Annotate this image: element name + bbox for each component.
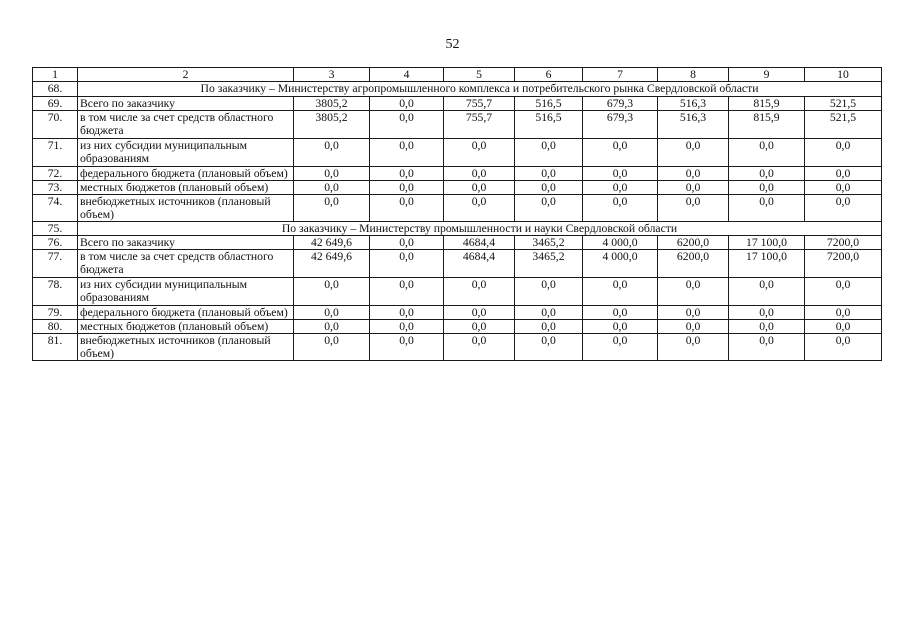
value-col-4: 0,0 [370,195,444,222]
page-number: 52 [445,37,460,52]
column-number: 10 [805,68,882,82]
row-number: 69. [33,97,78,111]
header-row [33,68,882,82]
value-col-8: 0,0 [658,181,729,195]
value-col-3: 0,0 [294,306,370,320]
value-col-4: 0,0 [370,306,444,320]
value-col-9: 17 100,0 [729,250,805,278]
value-col-6: 0,0 [515,334,583,361]
value-col-5: 0,0 [444,320,515,334]
value-col-4: 0,0 [370,250,444,278]
row-label: федерального бюджета (плановый объем) [78,306,294,320]
value-col-5: 0,0 [444,139,515,167]
value-col-3: 0,0 [294,195,370,222]
value-col-6: 0,0 [515,278,583,306]
value-col-6: 0,0 [515,139,583,167]
row-label: Всего по заказчику [78,97,294,111]
value-col-4: 0,0 [370,167,444,181]
value-col-10: 0,0 [805,306,882,320]
value-col-8: 0,0 [658,334,729,361]
value-col-5: 4684,4 [444,250,515,278]
value-col-5: 0,0 [444,306,515,320]
table-row [33,334,882,361]
value-col-7: 0,0 [583,306,658,320]
value-col-4: 0,0 [370,139,444,167]
value-col-7: 0,0 [583,334,658,361]
value-col-3: 0,0 [294,181,370,195]
value-col-8: 516,3 [658,97,729,111]
value-col-10: 521,5 [805,97,882,111]
value-col-7: 0,0 [583,167,658,181]
table-row [33,97,882,111]
value-col-10: 7200,0 [805,250,882,278]
row-label: Всего по заказчику [78,236,294,250]
value-col-4: 0,0 [370,236,444,250]
value-col-7: 0,0 [583,181,658,195]
column-number: 2 [78,68,294,82]
value-col-4: 0,0 [370,278,444,306]
value-col-5: 0,0 [444,278,515,306]
column-number: 1 [33,68,78,82]
column-number: 8 [658,68,729,82]
row-number: 76. [33,236,78,250]
table-row [33,167,882,181]
value-col-4: 0,0 [370,320,444,334]
table-row [33,236,882,250]
row-number: 72. [33,167,78,181]
value-col-5: 4684,4 [444,236,515,250]
table-row [33,139,882,167]
row-number: 71. [33,139,78,167]
value-col-3: 3805,2 [294,97,370,111]
value-col-10: 0,0 [805,167,882,181]
row-number: 77. [33,250,78,278]
value-col-8: 0,0 [658,195,729,222]
value-col-10: 0,0 [805,139,882,167]
value-col-6: 0,0 [515,181,583,195]
column-number: 9 [729,68,805,82]
table-row [33,195,882,222]
value-col-6: 0,0 [515,167,583,181]
value-col-7: 0,0 [583,320,658,334]
value-col-6: 3465,2 [515,250,583,278]
value-col-9: 0,0 [729,181,805,195]
section-title: По заказчику – Министерству промышленности и науки Свердловской области [78,222,882,236]
value-col-3: 42 649,6 [294,250,370,278]
value-col-4: 0,0 [370,97,444,111]
table-row [33,306,882,320]
value-col-8: 0,0 [658,139,729,167]
value-col-3: 0,0 [294,167,370,181]
value-col-3: 0,0 [294,278,370,306]
column-number: 6 [515,68,583,82]
value-col-10: 0,0 [805,320,882,334]
value-col-9: 0,0 [729,195,805,222]
value-col-9: 0,0 [729,306,805,320]
table-row [33,278,882,306]
value-col-6: 516,5 [515,97,583,111]
row-number: 75. [33,222,78,236]
value-col-3: 42 649,6 [294,236,370,250]
value-col-7: 679,3 [583,111,658,139]
value-col-9: 815,9 [729,111,805,139]
value-col-3: 3805,2 [294,111,370,139]
value-col-9: 17 100,0 [729,236,805,250]
value-col-5: 0,0 [444,195,515,222]
row-label: в том числе за счет средств областного бюджета [78,250,294,278]
row-number: 74. [33,195,78,222]
row-label: из них субсидии муниципальным образованиям [78,278,294,306]
value-col-4: 0,0 [370,181,444,195]
value-col-8: 0,0 [658,320,729,334]
table-row [33,111,882,139]
table-row [33,320,882,334]
row-number: 81. [33,334,78,361]
value-col-8: 516,3 [658,111,729,139]
value-col-10: 0,0 [805,195,882,222]
column-number: 3 [294,68,370,82]
value-col-4: 0,0 [370,111,444,139]
value-col-8: 6200,0 [658,236,729,250]
value-col-10: 521,5 [805,111,882,139]
row-number: 68. [33,82,78,97]
value-col-9: 0,0 [729,334,805,361]
budget-table [32,67,882,361]
value-col-8: 0,0 [658,278,729,306]
value-col-5: 755,7 [444,111,515,139]
value-col-8: 6200,0 [658,250,729,278]
value-col-5: 755,7 [444,97,515,111]
row-label: местных бюджетов (плановый объем) [78,320,294,334]
value-col-4: 0,0 [370,334,444,361]
value-col-7: 0,0 [583,195,658,222]
row-number: 73. [33,181,78,195]
value-col-7: 4 000,0 [583,236,658,250]
value-col-6: 0,0 [515,320,583,334]
value-col-5: 0,0 [444,181,515,195]
value-col-3: 0,0 [294,334,370,361]
value-col-9: 0,0 [729,139,805,167]
value-col-9: 0,0 [729,278,805,306]
value-col-10: 0,0 [805,278,882,306]
row-label: федерального бюджета (плановый объем) [78,167,294,181]
value-col-5: 0,0 [444,167,515,181]
table-row [33,250,882,278]
row-number: 79. [33,306,78,320]
value-col-10: 0,0 [805,181,882,195]
row-number: 78. [33,278,78,306]
column-number: 7 [583,68,658,82]
value-col-7: 0,0 [583,139,658,167]
value-col-5: 0,0 [444,334,515,361]
row-label: местных бюджетов (плановый объем) [78,181,294,195]
section-row [33,82,882,97]
value-col-9: 815,9 [729,97,805,111]
value-col-8: 0,0 [658,306,729,320]
row-number: 70. [33,111,78,139]
value-col-3: 0,0 [294,320,370,334]
row-label: в том числе за счет средств областного бюджета [78,111,294,139]
value-col-7: 4 000,0 [583,250,658,278]
row-number: 80. [33,320,78,334]
value-col-6: 0,0 [515,306,583,320]
column-number: 4 [370,68,444,82]
value-col-7: 679,3 [583,97,658,111]
section-title: По заказчику – Министерству агропромышленного комплекса и потребительского рынка Свердловской области [78,82,882,97]
value-col-9: 0,0 [729,167,805,181]
value-col-8: 0,0 [658,167,729,181]
column-number: 5 [444,68,515,82]
value-col-10: 0,0 [805,334,882,361]
value-col-9: 0,0 [729,320,805,334]
row-label: внебюджетных источников (плановый объем) [78,195,294,222]
row-label: внебюджетных источников (плановый объем) [78,334,294,361]
value-col-10: 7200,0 [805,236,882,250]
value-col-6: 516,5 [515,111,583,139]
value-col-6: 3465,2 [515,236,583,250]
value-col-7: 0,0 [583,278,658,306]
value-col-6: 0,0 [515,195,583,222]
section-row [33,222,882,236]
table-row [33,181,882,195]
value-col-3: 0,0 [294,139,370,167]
row-label: из них субсидии муниципальным образованиям [78,139,294,167]
